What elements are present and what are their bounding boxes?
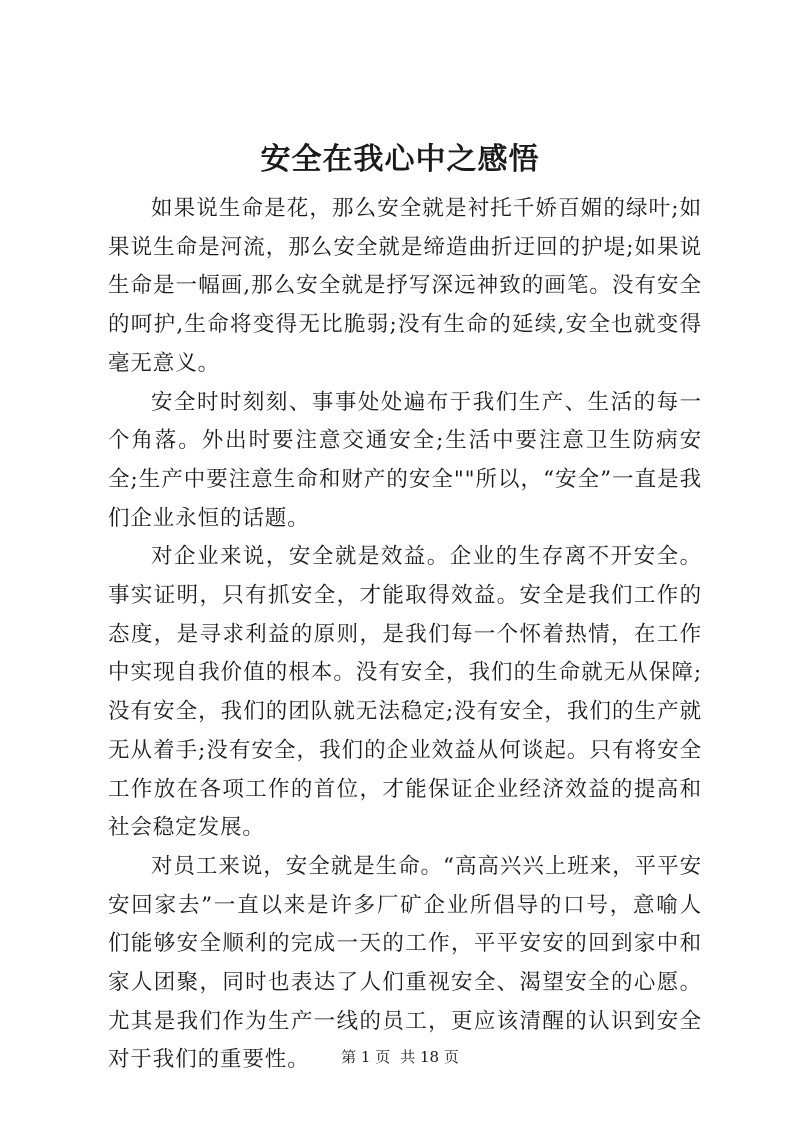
- page-number: 第 1 页: [341, 1048, 391, 1066]
- paragraph-4: 对员工来说，安全就是生命。“高高兴兴上班来，平平安安回家去”一直以来是许多厂矿企业所倡导的口号，意喻人们能够安全顺利的完成一天的工作，平平安安的回到家中和家人团聚，同时也表达了人们重视安全、渴望安全的心愿。尤其是我们作为生产一线的员工，更应该清醒的认识到安全对于我们的重要性。: [108, 853, 702, 1073]
- page-footer: [0, 1047, 800, 1067]
- paragraph-2: 安全时时刻刻、事事处处遍布于我们生产、生活的每一个角落。外出时要注意交通安全;生活中要注意卫生防病安全;生产中要注意生命和财产的安全""所以，“安全”一直是我们企业永恒的话题。: [108, 389, 702, 531]
- paragraph-1: 如果说生命是花，那么安全就是衬托千娇百媚的绿叶;如果说生命是河流，那么安全就是缔造曲折迂回的护堤;如果说生命是一幅画,那么安全就是抒写深远神致的画笔。没有安全的呵护,生命将变得无比脆弱;没有生命的延续,安全也就变得毫无意义。: [108, 196, 702, 376]
- page-total: 共 18 页: [400, 1048, 459, 1066]
- page-title: 安全在我心中之感悟: [260, 142, 540, 177]
- document-body: [108, 190, 702, 1080]
- paragraph-3: 对企业来说，安全就是效益。企业的生存离不开安全。事实证明，只有抓安全，才能取得效益。安全是我们工作的态度，是寻求利益的原则，是我们每一个怀着热情，在工作中实现自我价值的根本。没有安全，我们的生命就无从保障;没有安全，我们的团队就无法稳定;没有安全，我们的生产就无从着手;没有安全，我们的企业效益从何谈起。只有将安全工作放在各项工作的首位，才能保证企业经济效益的提高和社会稳定发展。: [108, 544, 702, 841]
